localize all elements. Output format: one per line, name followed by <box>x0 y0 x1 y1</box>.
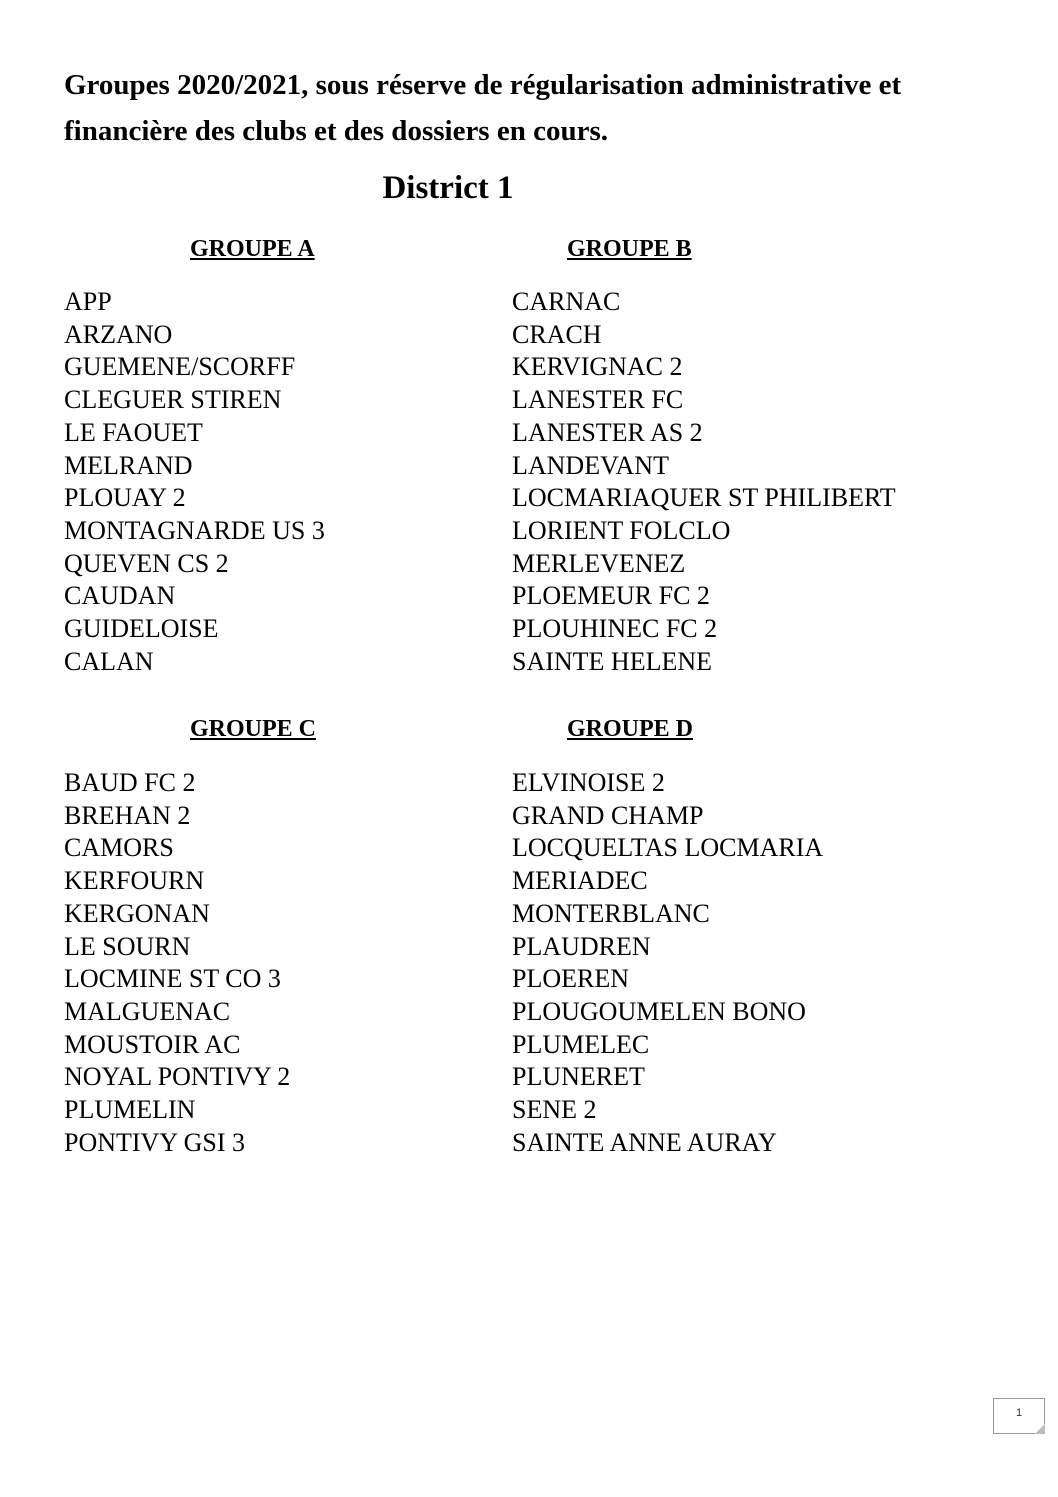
team-name: PLUNERET <box>512 1062 645 1092</box>
team-name: QUEVEN CS 2 <box>64 548 229 578</box>
team-name: NOYAL PONTIVY 2 <box>64 1062 291 1092</box>
team-name: LOCMARIAQUER ST PHILIBERT <box>512 483 896 513</box>
team-name: LORIENT FOLCLO <box>512 515 731 545</box>
team-name: CARNAC <box>512 287 621 316</box>
team-name: SENE 2 <box>512 1095 597 1125</box>
team-name: ELVINOISE 2 <box>512 768 665 797</box>
team-name: MALGUENAC <box>64 996 231 1026</box>
team-name: PLAUDREN <box>512 931 651 961</box>
team-name: GRAND CHAMP <box>512 800 704 830</box>
district-title: District 1 <box>382 170 514 206</box>
group-c-team-list <box>64 767 290 1159</box>
team-name: SAINTE ANNE AURAY <box>512 1127 777 1157</box>
team-name: ARZANO <box>64 319 173 349</box>
group-d-title: GROUPE D <box>567 716 693 742</box>
team-name: LE SOURN <box>64 931 191 961</box>
team-name: CLEGUER STIREN <box>64 385 282 415</box>
team-name: PLOUAY 2 <box>64 483 186 513</box>
team-name: MONTAGNARDE US 3 <box>64 515 325 545</box>
team-name: LE FAOUET <box>64 417 203 447</box>
page-number-box <box>993 1398 1045 1434</box>
team-name: GUIDELOISE <box>64 614 219 644</box>
group-a-title: GROUPE A <box>190 236 315 262</box>
team-name: CAUDAN <box>64 581 176 611</box>
document-heading: Groupes 2020/2021, sous réserve de régularisation administrative et financière des clubs et des dossiers en cours. <box>64 69 902 147</box>
group-b-team-list <box>512 286 896 678</box>
team-name: APP <box>64 287 112 316</box>
group-b-title: GROUPE B <box>567 236 692 262</box>
team-name: GUEMENE/SCORFF <box>64 352 296 382</box>
team-name: KERGONAN <box>64 898 210 928</box>
team-name: KERVIGNAC 2 <box>512 352 683 382</box>
team-name: PONTIVY GSI 3 <box>64 1127 246 1157</box>
group-c-title: GROUPE C <box>190 716 316 742</box>
team-name: PLUMELEC <box>512 1029 650 1059</box>
group-d-team-list <box>512 767 823 1159</box>
team-name: MONTERBLANC <box>512 898 710 928</box>
team-name: MERLEVENEZ <box>512 548 686 578</box>
team-name: BREHAN 2 <box>64 800 191 830</box>
team-name: MOUSTOIR AC <box>64 1029 241 1059</box>
team-name: PLOUGOUMELEN BONO <box>512 996 806 1026</box>
team-name: MELRAND <box>64 450 193 480</box>
team-name: PLUMELIN <box>64 1095 196 1125</box>
team-name: LANDEVANT <box>512 450 669 480</box>
team-name: BAUD FC 2 <box>64 768 196 797</box>
team-name: LANESTER FC <box>512 385 684 415</box>
team-name: LOCMINE ST CO 3 <box>64 964 281 994</box>
team-name: PLOEREN <box>512 964 629 994</box>
team-name: LOCQUELTAS LOCMARIA <box>512 833 824 863</box>
team-name: CRACH <box>512 319 602 349</box>
team-name: SAINTE HELENE <box>512 646 713 676</box>
group-a-team-list <box>64 286 325 678</box>
team-name: MERIADEC <box>512 866 648 896</box>
team-name: CALAN <box>64 646 154 676</box>
team-name: CAMORS <box>64 833 174 863</box>
team-name: KERFOURN <box>64 866 205 896</box>
team-name: PLOEMEUR FC 2 <box>512 581 710 611</box>
team-name: LANESTER AS 2 <box>512 417 703 447</box>
page-number: 1 <box>1015 1407 1023 1419</box>
team-name: PLOUHINEC FC 2 <box>512 614 718 644</box>
